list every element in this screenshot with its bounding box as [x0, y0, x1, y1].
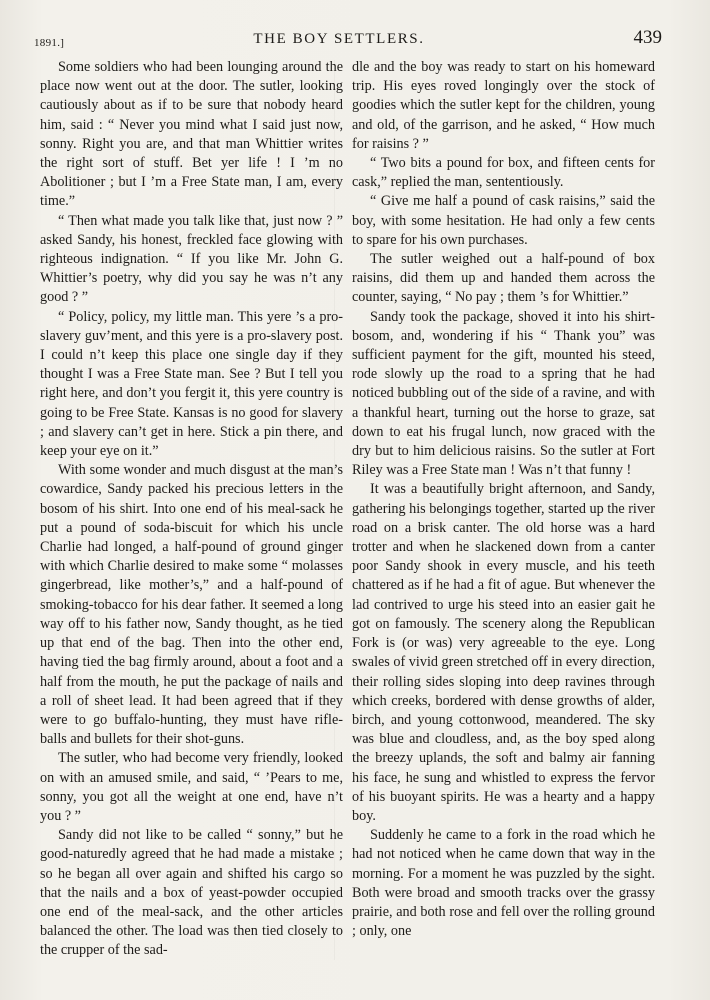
paragraph: Some soldiers who had been lounging around the place now went out at the door. The sutler, looking cautiously about as if to be sure that nobody heard him, said : “ Never you mind what I said just now, sonny. Right you are, and that man Whittier writes the right sort of stuff. Bet yer life ! I ’m no Abolitioner ; but I ’m a Free State man, I am, every time.” — [40, 59, 343, 210]
paragraph: Sandy took the package, shoved it into his shirt-bosom, and, wondering if his “ Thank you” was sufficient payment for the gift, mounted his steed, rode slowly up the road to a spring that he had noticed bubbling out of the side of a ravine, and with a thankful heart, turning out the horse to graze, sat down to eat his frugal lunch, now graced with the dry but to him delicious raisins. So the sutler at Fort Riley was a Free State man ! Was n’t that funny ! — [352, 308, 655, 479]
left-column — [40, 58, 343, 961]
running-title: THE BOY SETTLERS. — [253, 31, 425, 47]
paragraph: “ Give me half a pound of cask raisins,” said the boy, with some hesitation. He had only a few cents to spare for his own purchases. — [352, 193, 655, 248]
page-number: 439 — [633, 27, 662, 48]
paragraph: The sutler weighed out a half-pound of box raisins, did them up and handed them across the counter, saying, “ No pay ; them ’s for Whittier.” — [352, 251, 655, 306]
paragraph: “ Then what made you talk like that, just now ? ” asked Sandy, his honest, freckled face glowing with righteous indignation. “ If you like Mr. John G. Whittier’s poetry, why did you say he was n’t any good ? ” — [40, 212, 343, 306]
paragraph: Suddenly he came to a fork in the road which he had not noticed when he came down that way in the morning. For a moment he was puzzled by the sight. Both were broad and smooth tracks over the grassy prairie, and both rose and fell over the rolling ground ; only, one — [352, 827, 655, 940]
paragraph: Sandy did not like to be called “ sonny,” but he good-naturedly agreed that he had made a mistake ; so he began all over again and shifted his cargo so that the nails and a box of yeast-powder occupied one end of the meal-sack, and the other articles balanced the other. The load was then tied closely to the crupper of the sad- — [40, 827, 343, 959]
paragraph: The sutler, who had become very friendly, looked on with an amused smile, and said, “ ’Pears to me, sonny, you got all the weight at one end, have n’t you ? ” — [40, 750, 343, 824]
paragraph: “ Policy, policy, my little man. This yere ’s a pro-slavery guv’ment, and this yere is a pro-slavery post. I could n’t keep this place one single day if they thought I was a Free State man. See ? But I tell you right here, and don’t you fergit it, this yere country is going to be Free State. Kansas is no good for slavery ; and slavery can’t get in here. Stick a pin there, and keep your eye on it.” — [40, 308, 343, 460]
paragraph: With some wonder and much disgust at the man’s cowardice, Sandy packed his precious letters in the bosom of his shirt. Into one end of his meal-sack he put a pound of soda-biscuit for which his uncle Charlie had longed, a half-pound of ground ginger with which Charlie desired to make some “ molasses gingerbread, like mother’s,” and a half-pound of smoking-tobacco for his dear father. It seemed a long way off to his father now, Sandy thought, as he tied up that end of the bag. Then into the other end, having tied the bag firmly around, about a foot and a half from the mouth, he put the package of nails and a roll of sheet lead. It had been agreed that if they were to go buffalo-hunting, they must have rifle-balls and bullets for their shot-guns. — [40, 462, 343, 748]
paragraph: “ Two bits a pound for box, and fifteen cents for cask,” replied the man, sententiously. — [352, 155, 655, 191]
paragraph: It was a beautifully bright afternoon, and Sandy, gathering his belongings together, started up the river road on a brisk canter. The old horse was a hard trotter and when he slackened down from a canter poor Sandy shook in every muscle, and his teeth chattered as if he had a fit of ague. But whenever the lad contrived to urge his steed into an easier gait he got on famously. The scenery along the Republican Fork is (or was) very agreeable to the eye. Long swales of vivid green stretched off in every direction, their rolling sides sloping into deep ravines through which creeks, bordered with dense growths of alder, birch, and young cottonwood, meandered. The sky was blue and cloudless, and, as the boy sped along the breezy uplands, the soft and balmy air fanning his face, he sung and whistled to express the fervor of his buoyant spirits. He was a hearty and a happy boy. — [352, 481, 655, 824]
paragraph-continued: dle and the boy was ready to start on his homeward trip. His eyes roved longingly over the stock of goodies which the sutler kept for the children, young and old, of the garrison, and he asked, “ How much for raisins ? ” — [352, 59, 655, 152]
header-year: 1891.] — [34, 37, 65, 49]
page-header — [28, 22, 662, 52]
right-column — [352, 58, 655, 941]
